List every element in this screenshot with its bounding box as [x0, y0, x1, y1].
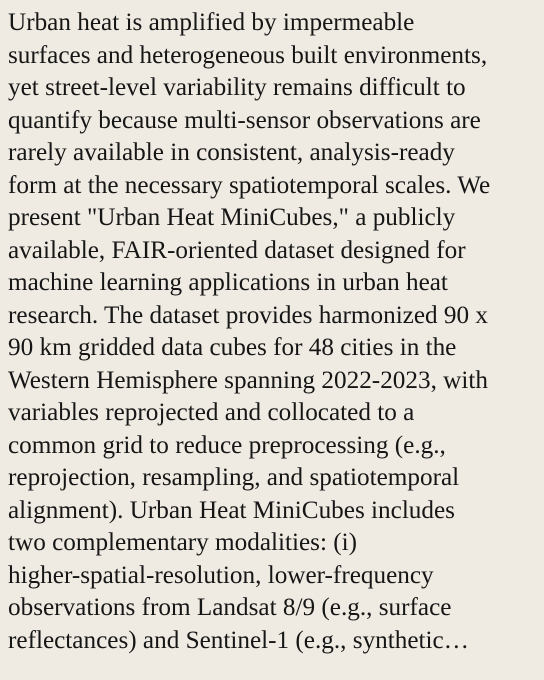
abstract-line: form at the necessary spatiotemporal scales. We: [8, 171, 491, 199]
abstract-line: yet street-level variability remains difficult to: [8, 74, 466, 101]
abstract-line: quantify because multi-sensor observations are: [8, 106, 481, 134]
abstract-line: available, FAIR-oriented dataset designed for: [8, 236, 466, 264]
abstract-line: reprojection, resampling, and spatiotemporal: [8, 464, 460, 491]
abstract-line: variables reprojected and collocated to a: [8, 399, 415, 426]
abstract-line: present "Urban Heat MiniCubes," a publicly: [8, 204, 456, 231]
abstract-line: machine learning applications in urban heat: [8, 269, 448, 296]
abstract-line: Western Hemisphere spanning 2022-2023, with: [8, 366, 488, 394]
abstract-line: 90 km gridded data cubes for 48 cities in the: [8, 334, 457, 361]
abstract-line: Urban heat is amplified by impermeable: [8, 9, 415, 36]
abstract-line: two complementary modalities: (i): [8, 529, 358, 556]
abstract-line: rarely available in consistent, analysis-ready: [8, 139, 455, 166]
abstract-line: alignment). Urban Heat MiniCubes includes: [8, 496, 455, 524]
abstract-line: higher-spatial-resolution, lower-frequency: [8, 561, 434, 589]
abstract-line: research. The dataset provides harmonized 90 x: [8, 301, 489, 329]
abstract-line: observations from Landsat 8/9 (e.g., surface: [8, 594, 452, 621]
abstract-line: surfaces and heterogeneous built environments,: [8, 41, 488, 69]
abstract-line: common grid to reduce preprocessing (e.g.,: [8, 431, 446, 459]
abstract-line: reflectances) and Sentinel-1 (e.g., synthetic…: [8, 626, 469, 654]
